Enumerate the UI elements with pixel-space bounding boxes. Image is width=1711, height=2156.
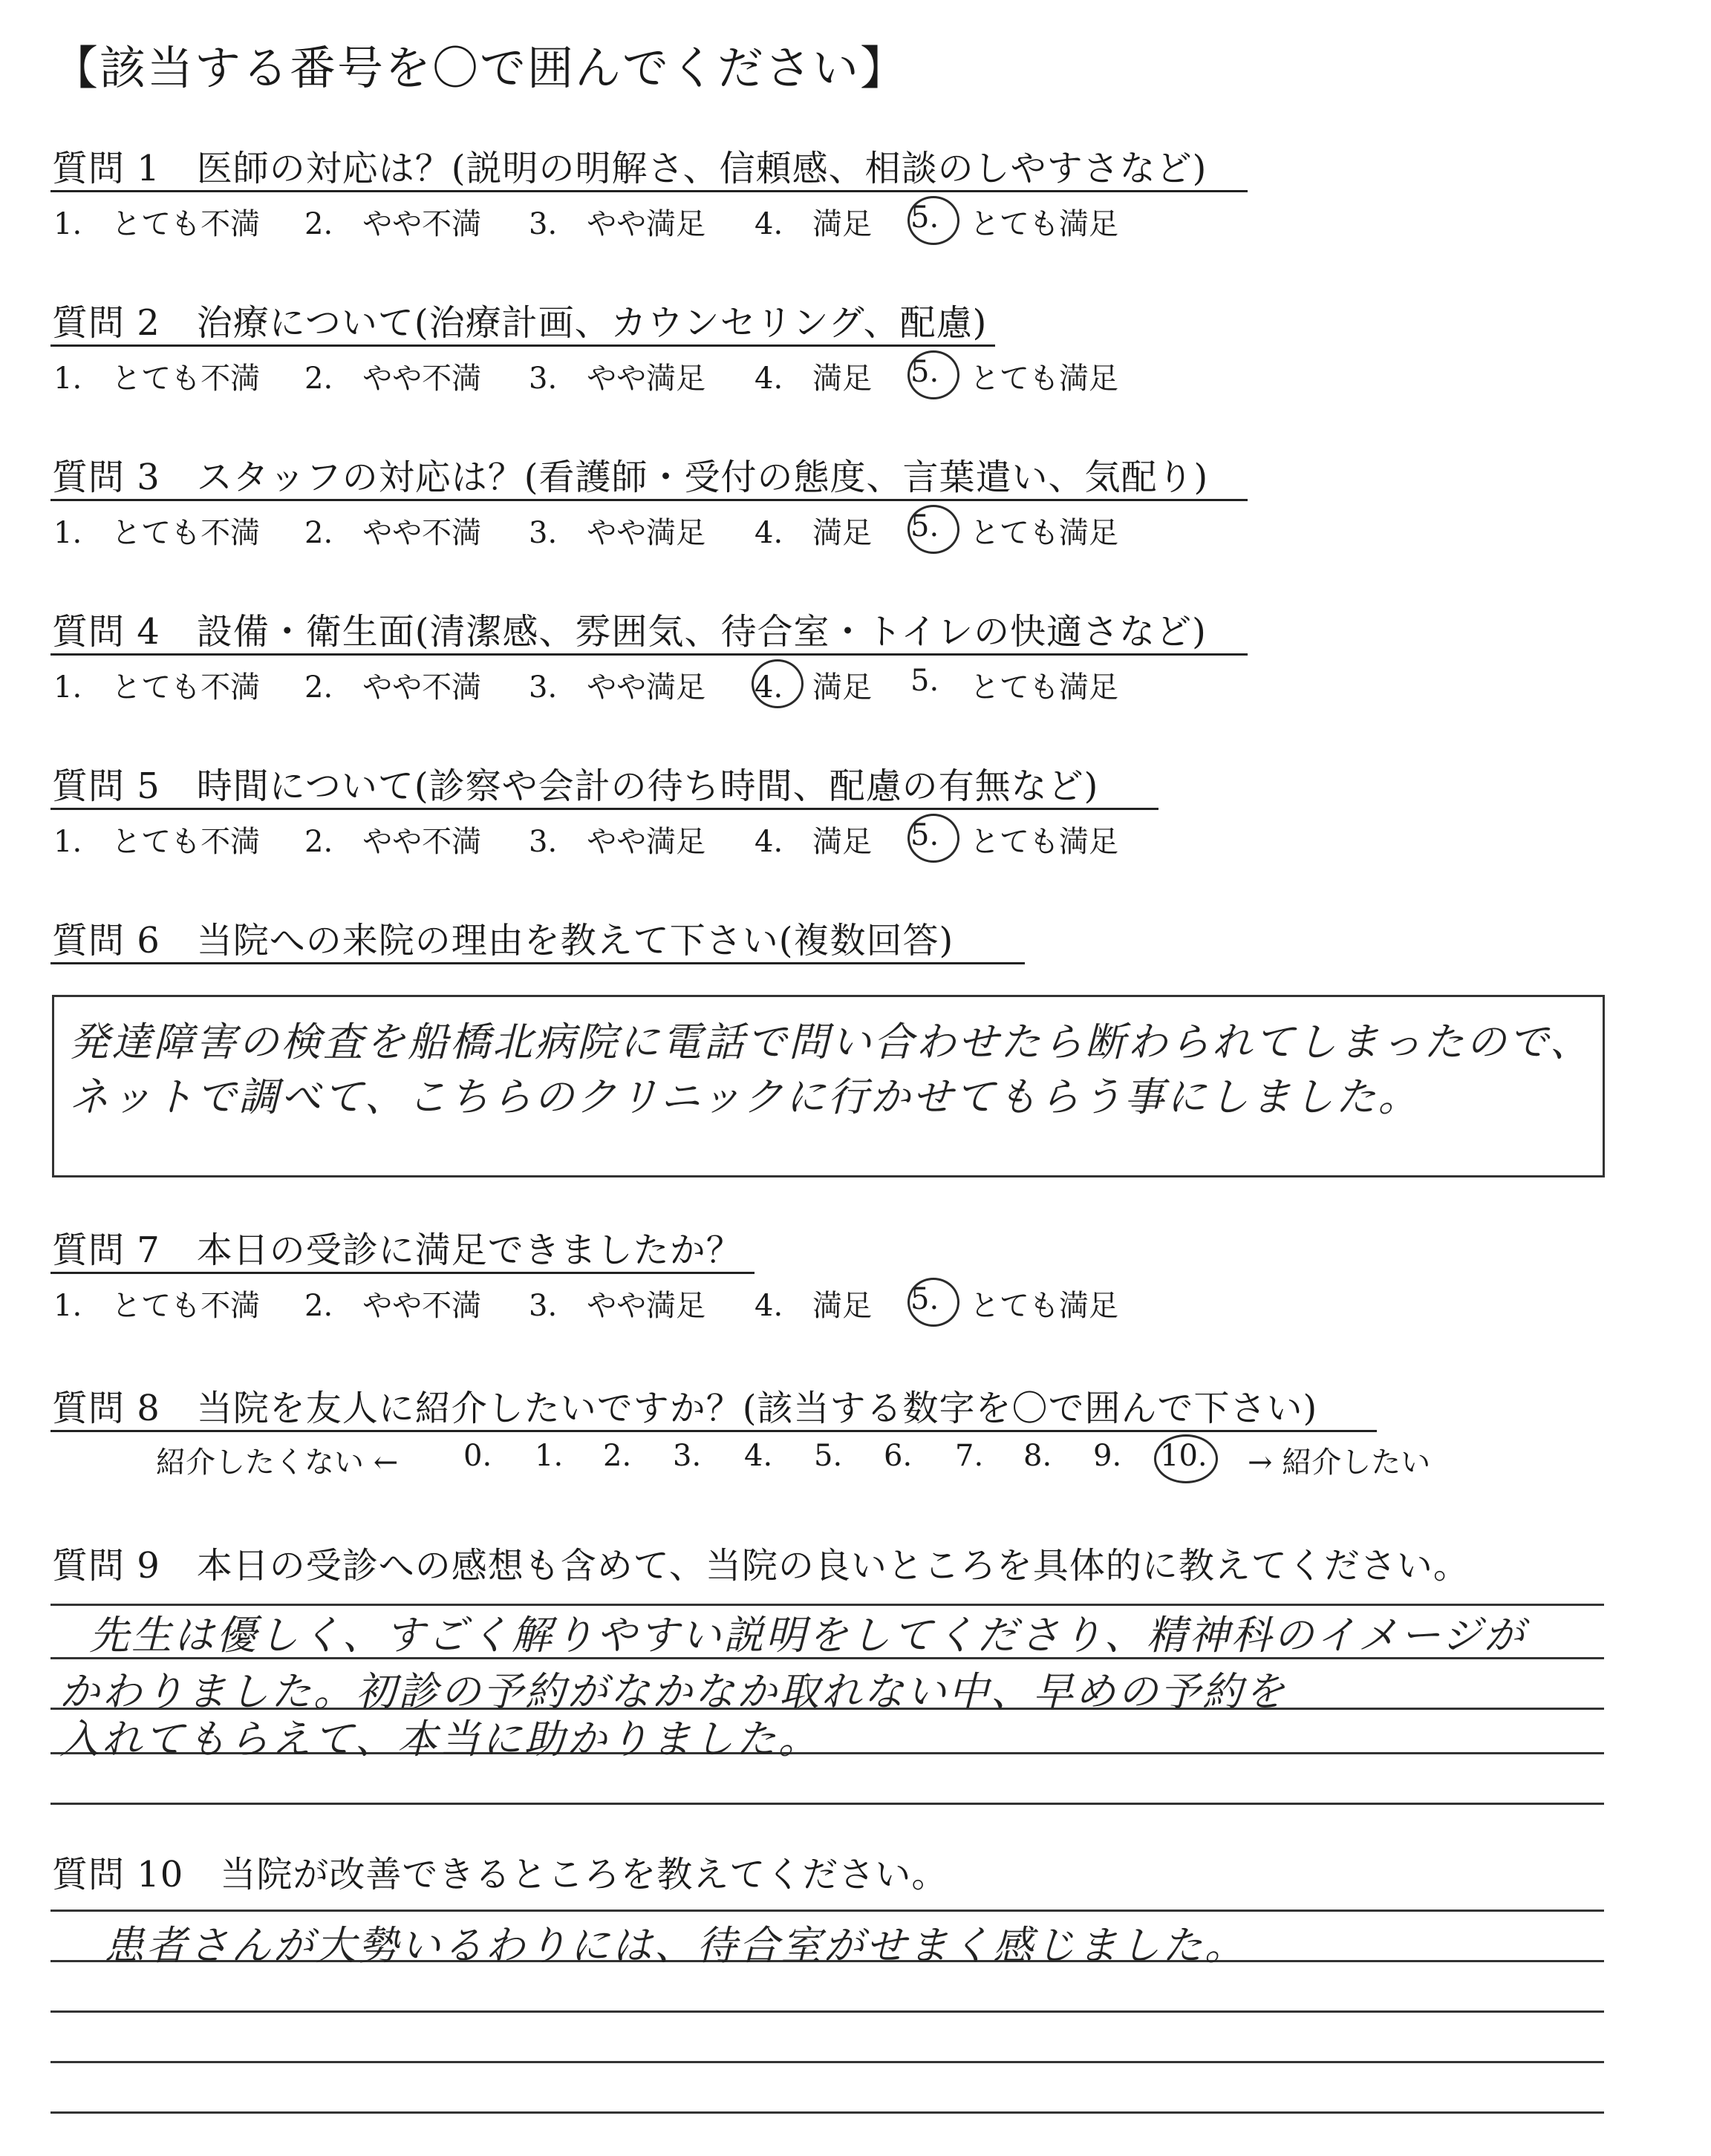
q9-answer-line-2: かわりました。初診の予約がなかなか取れない中、早めの予約を	[59, 1668, 1287, 1715]
q6-rule	[50, 962, 1025, 964]
q5-selected-circle	[907, 814, 959, 863]
q2-option-1[interactable]: 1. とても不満	[53, 362, 261, 396]
q8-rule	[50, 1430, 1377, 1432]
q3-option-5[interactable]: 5.	[910, 509, 939, 543]
q1-option-4[interactable]: 4. 満足	[755, 207, 873, 241]
q7-option-1[interactable]: 1. とても不満	[53, 1289, 261, 1323]
q2-selected-circle	[907, 350, 959, 399]
q3-option-4[interactable]: 4. 満足	[755, 516, 873, 550]
q3-selected-circle	[907, 505, 959, 554]
q8-scale-right-label: → 紹介したい	[1248, 1446, 1431, 1480]
q10-writing-line-1	[50, 1910, 1604, 1912]
q4-option-1[interactable]: 1. とても不満	[53, 670, 261, 705]
q4-option-2[interactable]: 2. やや不満	[304, 670, 482, 705]
q1-selected-circle	[907, 196, 959, 245]
q8-scale-5[interactable]: 5.	[814, 1439, 843, 1473]
q5-option-1[interactable]: 1. とても不満	[53, 825, 261, 859]
q5-option-2[interactable]: 2. やや不満	[304, 825, 482, 859]
q1-option-1[interactable]: 1. とても不満	[53, 207, 261, 241]
q7-option-4[interactable]: 4. 満足	[755, 1289, 873, 1323]
q5-option-5[interactable]: 5.	[910, 818, 939, 852]
q6-answer-line-2: ネットで調べて、こちらのクリニックに行かせてもらう事にしました。	[69, 1074, 1421, 1120]
q7-option-3[interactable]: 3. やや満足	[529, 1289, 706, 1323]
q1-option-2[interactable]: 2. やや不満	[304, 207, 482, 241]
q5-title: 質問 5 時間について(診察や会計の待ち時間、配慮の有無など)	[52, 765, 1099, 807]
q9-answer-line-1: 先生は優しく、すごく解りやすい説明をしてくださり、精神科のイメージが	[89, 1612, 1527, 1659]
q2-title: 質問 2 治療について(治療計画、カウンセリング、配慮)	[52, 302, 988, 344]
q3-option-3[interactable]: 3. やや満足	[529, 516, 706, 550]
q1-rule	[50, 190, 1248, 192]
q4-option-4[interactable]: 4. 満足	[755, 670, 873, 705]
q8-scale-3[interactable]: 3.	[673, 1439, 702, 1473]
q8-selected-circle	[1154, 1434, 1218, 1483]
q10-writing-line-4	[50, 2061, 1604, 2063]
q8-scale-4[interactable]: 4.	[744, 1439, 773, 1473]
q4-rule	[50, 653, 1248, 656]
q9-answer-line-3: 入れてもらえて、本当に助かりました。	[59, 1716, 821, 1763]
q8-title: 質問 8 当院を友人に紹介したいですか？(該当する数字を〇で囲んで下さい)	[52, 1388, 1318, 1429]
q7-selected-circle	[907, 1278, 959, 1327]
q10-answer-line-1: 患者さんが大勢いるわりには、待合室がせまく感じました。	[104, 1922, 1247, 1969]
q3-option-2[interactable]: 2. やや不満	[304, 516, 482, 550]
q8-scale-10[interactable]: 10.	[1160, 1439, 1208, 1473]
page-header: 【該当する番号を〇で囲んでください】	[52, 41, 908, 95]
q6-answer-line-1: 発達障害の検査を船橋北病院に電話で問い合わせたら断わられてしまったので、	[69, 1019, 1592, 1065]
q9-title: 質問 9 本日の受診への感想も含めて、当院の良いところを具体的に教えてください。	[52, 1545, 1470, 1587]
q2-option-4[interactable]: 4. 満足	[755, 362, 873, 396]
q2-option-3[interactable]: 3. やや満足	[529, 362, 706, 396]
q4-selected-circle	[752, 659, 804, 708]
q8-scale-left-label: 紹介したくない ←	[156, 1446, 399, 1480]
q1-option-5[interactable]: 5.	[910, 200, 939, 235]
q6-answer-box[interactable]	[52, 995, 1605, 1177]
q7-option-2[interactable]: 2. やや不満	[304, 1289, 482, 1323]
q4-option-5[interactable]: 5.	[910, 664, 939, 698]
q8-scale-0[interactable]: 0.	[463, 1439, 492, 1473]
q7-option-label-5[interactable]: とても満足	[970, 1289, 1118, 1323]
q4-option-3[interactable]: 3. やや満足	[529, 670, 706, 705]
q6-title: 質問 6 当院への来院の理由を教えて下さい(複数回答)	[52, 920, 954, 961]
q8-scale-2[interactable]: 2.	[603, 1439, 632, 1473]
q3-option-label-5[interactable]: とても満足	[970, 516, 1118, 550]
q8-scale-7[interactable]: 7.	[955, 1439, 984, 1473]
q3-option-1[interactable]: 1. とても不満	[53, 516, 261, 550]
q3-title: 質問 3 スタッフの対応は？(看護師・受付の態度、言葉遣い、気配り)	[52, 457, 1209, 498]
q10-writing-line-5	[50, 2111, 1604, 2114]
q8-scale-1[interactable]: 1.	[535, 1439, 564, 1473]
q3-rule	[50, 499, 1248, 501]
q2-option-2[interactable]: 2. やや不満	[304, 362, 482, 396]
q2-option-label-5[interactable]: とても満足	[970, 362, 1118, 396]
q1-option-3[interactable]: 3. やや満足	[529, 207, 706, 241]
q8-scale-6[interactable]: 6.	[884, 1439, 913, 1473]
q1-title: 質問 1 医師の対応は？(説明の明解さ、信頼感、相談のしやすさなど)	[52, 148, 1208, 189]
q5-option-label-5[interactable]: とても満足	[970, 825, 1118, 859]
q7-title: 質問 7 本日の受診に満足できましたか？	[52, 1229, 743, 1271]
q5-rule	[50, 808, 1158, 810]
q8-scale-8[interactable]: 8.	[1023, 1439, 1052, 1473]
q9-writing-line-5	[50, 1803, 1604, 1805]
q7-rule	[50, 1272, 755, 1274]
q5-option-3[interactable]: 3. やや満足	[529, 825, 706, 859]
q4-option-label-5[interactable]: とても満足	[970, 670, 1118, 705]
q10-title: 質問 10 当院が改善できるところを教えてください。	[52, 1854, 948, 1895]
q1-option-label-5[interactable]: とても満足	[970, 207, 1118, 241]
q7-option-5[interactable]: 5.	[910, 1282, 939, 1316]
q5-option-4[interactable]: 4. 満足	[755, 825, 873, 859]
q2-rule	[50, 344, 995, 347]
q8-scale-9[interactable]: 9.	[1093, 1439, 1122, 1473]
q10-writing-line-3	[50, 2010, 1604, 2013]
q2-option-5[interactable]: 5.	[910, 355, 939, 389]
q4-title: 質問 4 設備・衛生面(清潔感、雰囲気、待合室・トイレの快適さなど)	[52, 611, 1207, 653]
